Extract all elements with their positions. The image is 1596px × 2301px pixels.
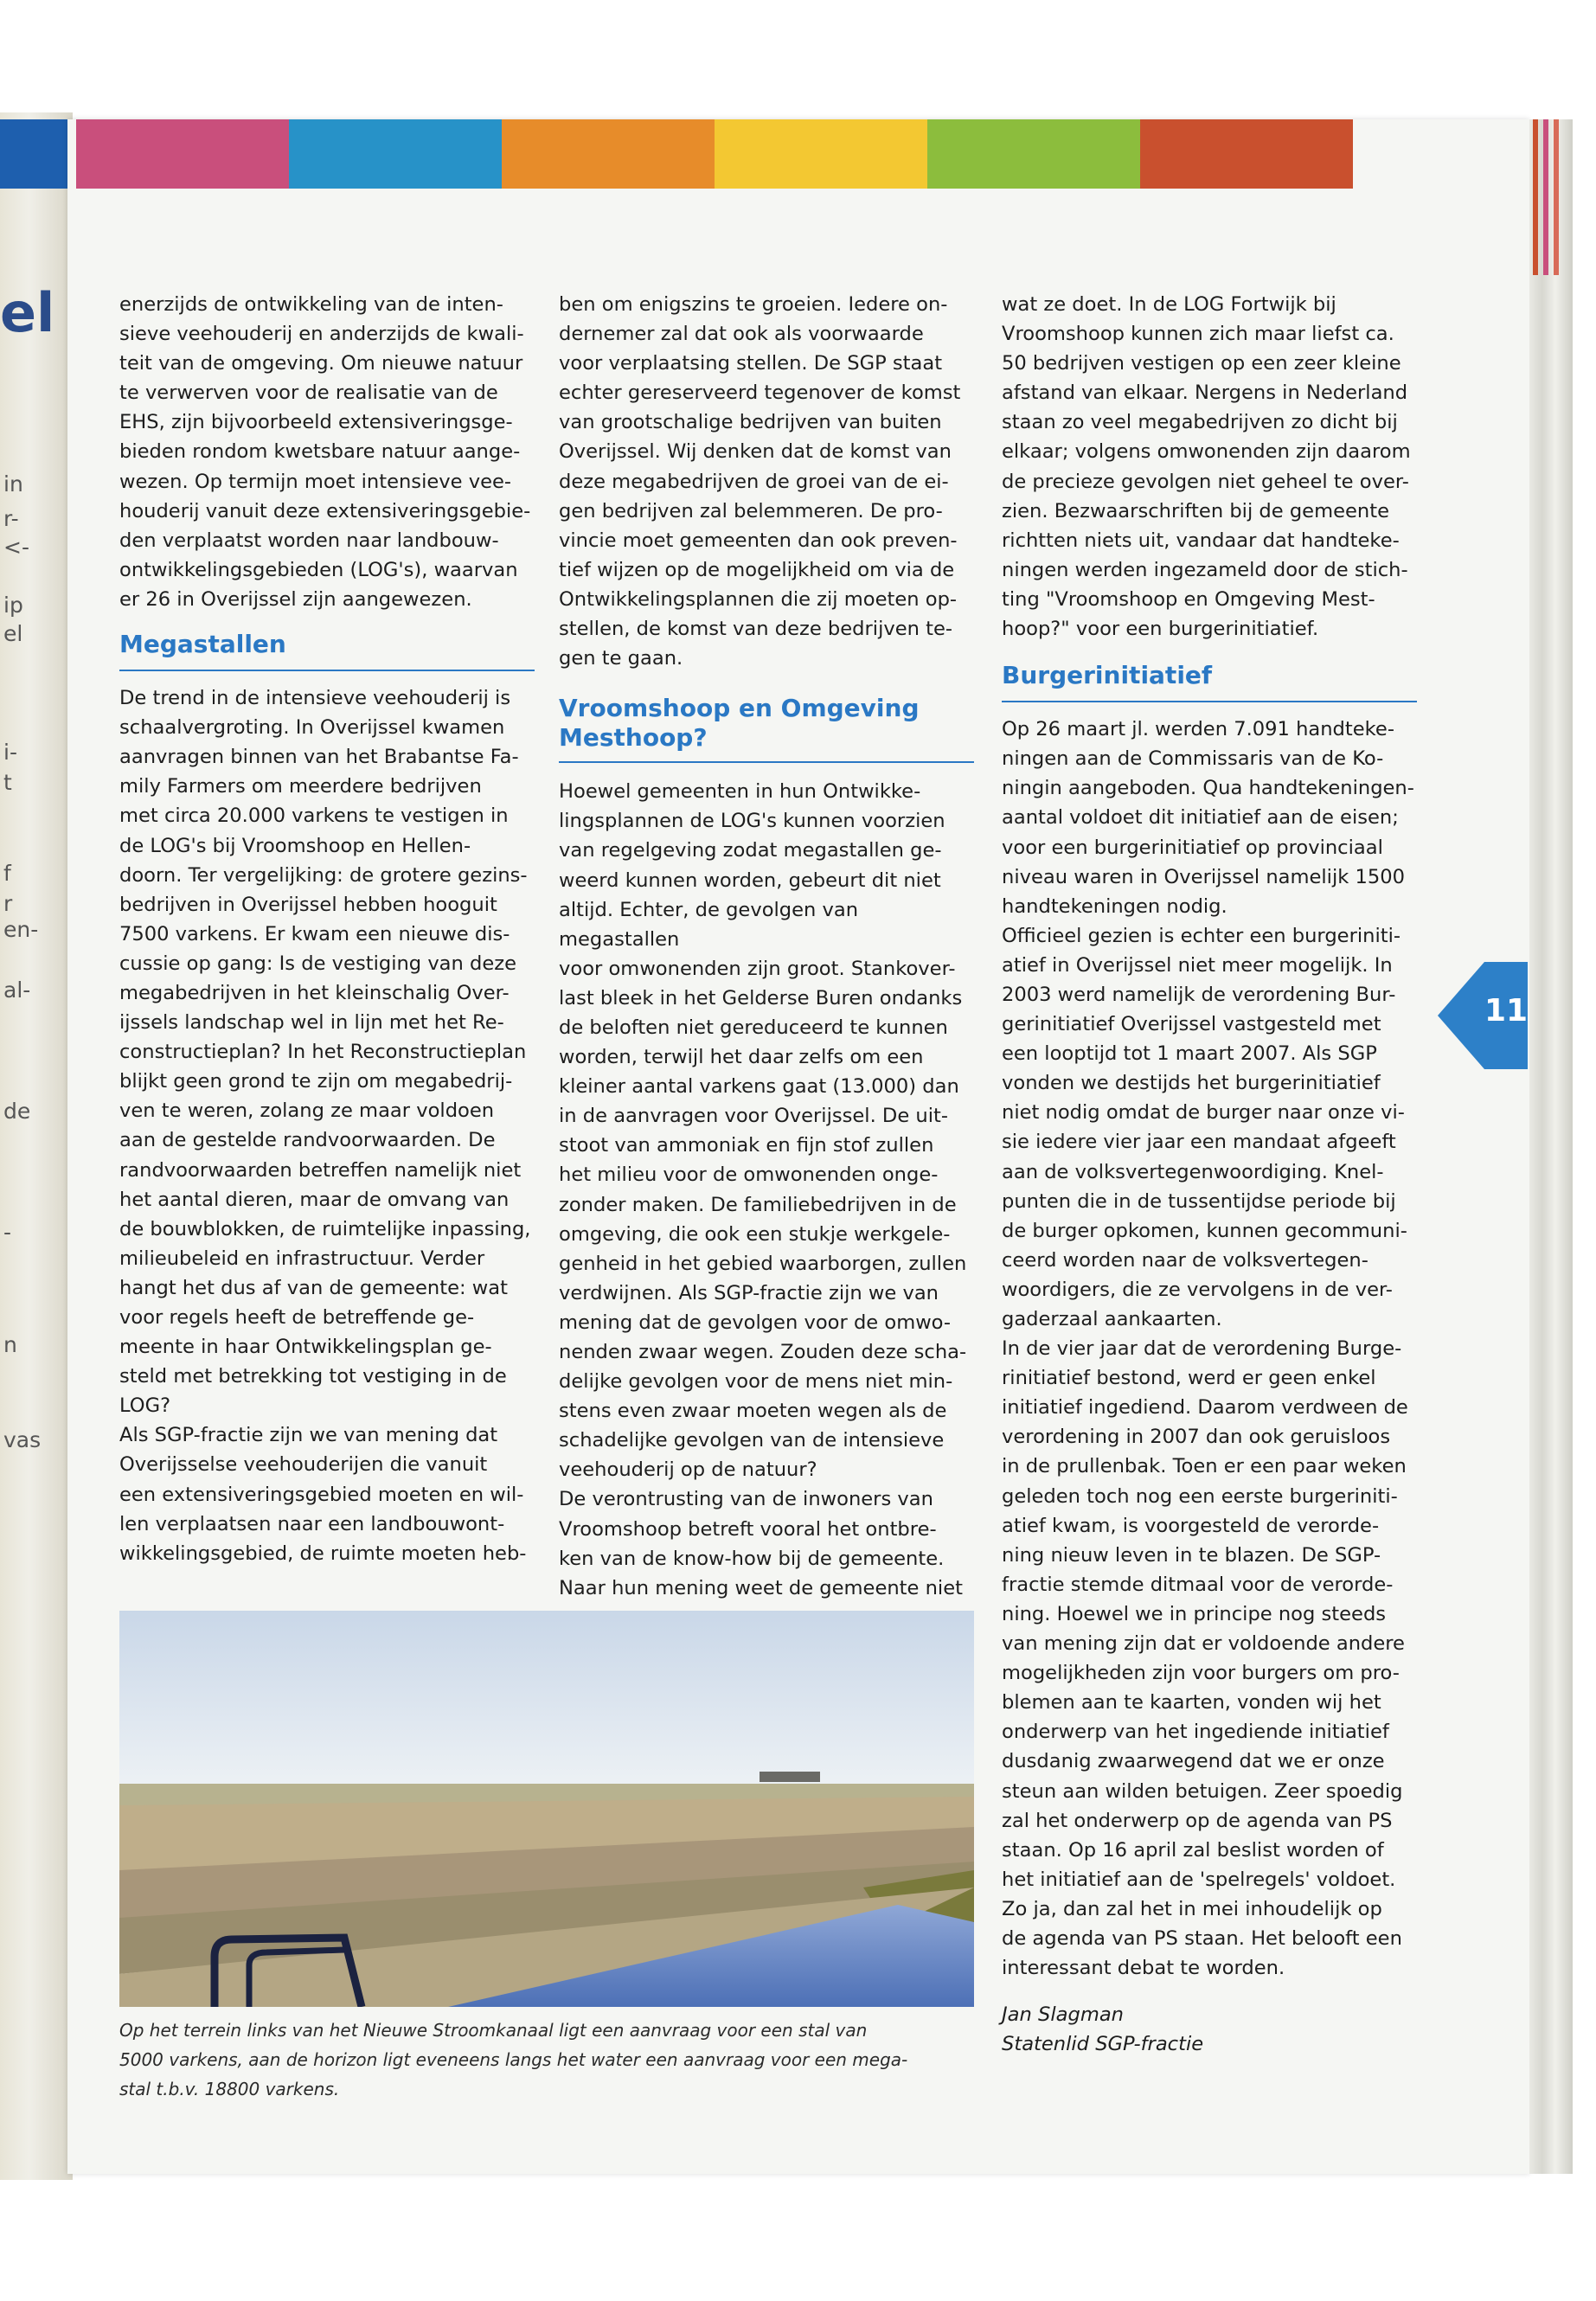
text-line: ontwikkelingsgebieden (LOG's), waarvan <box>119 558 518 581</box>
text-line: elkaar; volgens omwonenden zijn daarom <box>1002 440 1411 464</box>
text-line: Officieel gezien is echter een burgeriniti- <box>1002 924 1401 947</box>
text-line: ning nieuw leven in te blazen. De SGP- <box>1002 1543 1381 1567</box>
text-line: de bouwblokken, de ruimtelijke inpassing, <box>119 1217 531 1240</box>
text-line: schadelijke gevolgen van de intensieve <box>559 1429 945 1452</box>
spine-text-fragment: - <box>3 1220 12 1245</box>
text-line: wat ze doet. In de LOG Fortwijk bij <box>1002 293 1336 316</box>
caption-line: stal t.b.v. 18800 varkens. <box>119 2079 340 2099</box>
text-line: van grootschalige bedrijven van buiten <box>559 411 942 434</box>
page-number-tab <box>1438 962 1528 1069</box>
text-line: te verwerven voor de realisatie van de <box>119 381 498 405</box>
text-line: de LOG's bij Vroomshoop en Hellen- <box>119 834 471 857</box>
text-line: Hoewel gemeenten in hun Ontwikke- <box>559 780 921 804</box>
text-line: voor een burgerinitiatief op provinciaal <box>1002 836 1383 859</box>
text-line: aan de gestelde randvoorwaarden. De <box>119 1129 496 1152</box>
heading-underline <box>559 761 974 763</box>
text-line: het aantal dieren, maar de omvang van <box>119 1188 510 1211</box>
heading-line: Vroomshoop en Omgeving <box>559 694 920 723</box>
text-line: sieve veehouderij en anderzijds de kwali- <box>119 323 524 346</box>
right-intro-text <box>1002 290 1417 644</box>
text-line: Overijssel. Wij denken dat de komst van <box>559 440 952 464</box>
text-line: verdwijnen. Als SGP-fractie zijn we van <box>559 1281 939 1304</box>
text-line: het milieu voor de omwonenden onge- <box>559 1163 939 1187</box>
text-line: omgeving, die ook een stukje werkgele- <box>559 1222 951 1246</box>
text-line: De verontrusting van de inwoners van <box>559 1488 933 1511</box>
text-line: ijssels landschap wel in lijn met het Re- <box>119 1011 504 1035</box>
text-line: gerinitiatief Overijssel vastgesteld met <box>1002 1013 1381 1036</box>
spine-text-fragment: r- <box>3 506 19 531</box>
text-line: interessant debat te worden. <box>1002 1957 1285 1980</box>
text-line: delijke gevolgen voor de mens niet min- <box>559 1370 953 1394</box>
text-line: 7500 varkens. Er kwam een nieuwe dis- <box>119 922 510 945</box>
spine-text-fragment: i- <box>3 740 17 765</box>
text-line: het initiatief aan de 'spelregels' voldoet. <box>1002 1868 1396 1891</box>
text-line: gaderzaal aankaarten. <box>1002 1308 1222 1330</box>
text-line: de agenda van PS staan. Het belooft een <box>1002 1926 1402 1950</box>
photo-caption <box>119 2016 976 2104</box>
text-line: cussie op gang: Is de vestiging van deze <box>119 952 517 975</box>
text-line: blemen aan te kaarten, vonden wij het <box>1002 1691 1381 1715</box>
middle-body-text <box>559 777 974 1603</box>
text-line: Zo ja, dan zal het in mei inhoudelijk op <box>1002 1897 1382 1920</box>
text-line: constructieplan? In het Reconstructieplan <box>119 1041 527 1064</box>
text-line: dernemer zal dat ook als voorwaarde <box>559 323 924 346</box>
text-line: sie iedere vier jaar een mandaat afgeeft <box>1002 1131 1396 1154</box>
text-line: aanvragen binnen van het Brabantse Fa- <box>119 746 519 769</box>
text-line: Als SGP-fractie zijn we van mening dat <box>119 1424 498 1447</box>
text-line: in de aanvragen voor Overijssel. De uit- <box>559 1105 949 1128</box>
column-right <box>1002 290 1417 2059</box>
heading-line: Mesthoop? <box>559 723 708 753</box>
color-band-segment <box>76 119 289 189</box>
text-line: niet nodig omdat de burger naar onze vi- <box>1002 1101 1405 1125</box>
text-line: vonden we destijds het burgerinitiatief <box>1002 1072 1381 1095</box>
heading-vroomshoop <box>559 694 974 753</box>
text-line: niveau waren in Overijssel namelijk 1500 <box>1002 865 1405 888</box>
text-line: van mening zijn dat er voldoende andere <box>1002 1632 1405 1656</box>
text-line: handtekeningen nodig. <box>1002 894 1227 918</box>
text-line: een extensiveringsgebied moeten en wil- <box>119 1483 524 1506</box>
text-line: altijd. Echter, de gevolgen van megastallen <box>559 898 859 951</box>
spine-text-fragment: r <box>3 891 13 916</box>
text-line: stoot van ammoniak en fijn stof zullen <box>559 1134 934 1157</box>
text-line: wikkelingsgebied, de ruimte moeten heb- <box>119 1541 527 1565</box>
text-line: gen bedrijven zal belemmeren. De pro- <box>559 499 943 522</box>
text-line: atief kwam, is voorgesteld de verorde- <box>1002 1514 1380 1537</box>
text-line: lingsplannen de LOG's kunnen voorzien <box>559 810 945 833</box>
spine-text-fragment: ip <box>3 593 23 618</box>
color-band-segment <box>715 119 927 189</box>
middle-intro-text <box>559 290 974 673</box>
text-line: voor omwonenden zijn groot. Stankover- <box>559 957 956 980</box>
text-line: Vroomshoop betreft vooral het ontbre- <box>559 1517 937 1541</box>
heading-burgerinitiatief: Burgerinitiatief <box>1002 661 1213 690</box>
text-line: stens even zwaar moeten wegen als de <box>559 1400 947 1423</box>
text-line: ning. Hoewel we in principe nog steeds <box>1002 1602 1387 1625</box>
spine-text-fragment: de <box>3 1099 31 1124</box>
left-intro-text <box>119 290 535 614</box>
text-line: met circa 20.000 varkens te vestigen in <box>119 804 509 828</box>
text-line: wezen. Op termijn moet intensieve vee- <box>119 470 512 493</box>
text-line: staan zo veel megabedrijven zo dicht bij <box>1002 411 1398 434</box>
author-role: Statenlid SGP-fractie <box>1002 2033 1204 2056</box>
text-line: len verplaatsen naar een landbouwont- <box>119 1512 505 1535</box>
text-line: vincie moet gemeenten dan ook preven- <box>559 529 958 552</box>
text-line: voor regels heeft de betreffende ge- <box>119 1306 475 1329</box>
spine-text-fragment: en- <box>3 917 39 942</box>
text-line: van regelgeving zodat megastallen ge- <box>559 839 942 862</box>
color-band-header <box>76 119 1353 189</box>
text-line: genheid in het gebied waarborgen, zullen <box>559 1252 967 1275</box>
text-line: bedrijven in Overijssel hebben hooguit <box>119 893 497 916</box>
caption-line: 5000 varkens, aan de horizon ligt eveneens langs het water een aanvraag voor een mega- <box>119 2049 908 2070</box>
text-line: ting "Vroomshoop en Omgeving Mest- <box>1002 587 1375 611</box>
author-name: Jan Slagman <box>1002 2003 1124 2027</box>
text-line: echter gereserveerd tegenover de komst <box>559 381 961 405</box>
text-line: in de prullenbak. Toen er een paar weken <box>1002 1455 1407 1478</box>
text-line: weerd kunnen worden, gebeurt dit niet <box>559 868 941 892</box>
text-line: aan de volksvertegenwoordiging. Knel- <box>1002 1160 1384 1183</box>
caption-line: Op het terrein links van het Nieuwe Stroomkanaal ligt een aanvraag voor een stal van <box>119 2020 868 2041</box>
text-line: doorn. Ter vergelijking: de grotere gezins- <box>119 863 528 887</box>
text-line: zien. Bezwaarschriften bij de gemeente <box>1002 499 1389 522</box>
text-line: teit van de omgeving. Om nieuwe natuur <box>119 352 523 375</box>
text-line: steld met betrekking tot vestiging in de <box>119 1365 507 1388</box>
spine-text-fragment: t <box>3 770 12 795</box>
text-line: de burger opkomen, kunnen gecommuni- <box>1002 1219 1407 1242</box>
page-stack-edge <box>1529 119 1573 2174</box>
text-line: zal het onderwerp op de agenda van PS <box>1002 1809 1393 1832</box>
text-line: ningen werden ingezameld door de stich- <box>1002 558 1408 581</box>
left-body-text <box>119 683 535 1568</box>
spine-text-fragment: vas <box>3 1427 42 1452</box>
text-line: meente in haar Ontwikkelingsplan ge- <box>119 1336 492 1359</box>
text-line: geleden toch nog een eerste burgeriniti- <box>1002 1484 1398 1508</box>
text-line: last bleek in het Gelderse Buren ondanks <box>559 986 963 1009</box>
text-line: mogelijkheden zijn voor burgers om pro- <box>1002 1662 1400 1685</box>
text-line: een looptijd tot 1 maart 2007. Als SGP <box>1002 1042 1377 1066</box>
text-line: LOG? <box>119 1394 171 1418</box>
text-line: mening dat de gevolgen voor de omwo- <box>559 1311 952 1334</box>
text-line: nenden zwaar wegen. Zouden deze scha- <box>559 1341 967 1363</box>
heading-megastallen: Megastallen <box>119 630 286 659</box>
text-line: hangt het dus af van de gemeente: wat <box>119 1276 508 1299</box>
text-line: veehouderij op de natuur? <box>559 1458 817 1482</box>
text-line: punten die in de tussentijdse periode bij <box>1002 1189 1396 1213</box>
text-line: aantal voldoet dit initiatief aan de eisen; <box>1002 806 1399 830</box>
text-line: staan. Op 16 april zal beslist worden of <box>1002 1838 1384 1862</box>
text-line: schaalvergroting. In Overijssel kwamen <box>119 716 505 740</box>
text-line: stellen, de komst van deze bedrijven te- <box>559 618 953 641</box>
text-line: enerzijds de ontwikkeling van de inten- <box>119 293 503 316</box>
text-line: fractie stemde ditmaal voor de verorde- <box>1002 1573 1394 1596</box>
text-line: afstand van elkaar. Nergens in Nederland <box>1002 381 1408 405</box>
canal-photo <box>119 1611 974 2007</box>
text-line: ningin aangeboden. Qua handtekeningen- <box>1002 777 1414 800</box>
text-line: blijkt geen grond te zijn om megabedrij- <box>119 1070 513 1093</box>
text-line: deze megabedrijven de groei van de ei- <box>559 470 949 493</box>
color-band-segment <box>289 119 502 189</box>
text-line: 2003 werd namelijk de verordening Bur- <box>1002 983 1396 1006</box>
text-line: verordening in 2007 dan ook geruisloos <box>1002 1426 1391 1449</box>
text-line: initiatief ingediend. Daarom verdween de <box>1002 1396 1408 1420</box>
text-line: In de vier jaar dat de verordening Burge- <box>1002 1337 1402 1361</box>
book-spine <box>0 112 73 2180</box>
text-line: ken van de know-how bij de gemeente. <box>559 1547 945 1570</box>
text-line: tief wijzen op de mogelijkheid om via de <box>559 558 955 581</box>
text-line: kleiner aantal varkens gaat (13.000) dan <box>559 1075 959 1099</box>
text-line: ningen aan de Commissaris van de Ko- <box>1002 747 1384 771</box>
text-line: onderwerp van het ingediende initiatief <box>1002 1721 1389 1744</box>
spine-text-fragment: el <box>3 621 23 646</box>
spine-color-tab <box>0 119 73 189</box>
text-line: dusdanig zwaarwegend dat we er onze <box>1002 1750 1385 1773</box>
spine-text-fragment: al- <box>3 977 31 1003</box>
text-line: megabedrijven in het kleinschalig Over- <box>119 981 510 1004</box>
text-line: randvoorwaarden betreffen namelijk niet <box>119 1158 522 1182</box>
text-line: Op 26 maart jl. werden 7.091 handteke- <box>1002 718 1394 741</box>
text-line: worden, terwijl het daar zelfs om een <box>559 1046 924 1069</box>
text-line: atief in Overijssel niet meer mogelijk. In <box>1002 953 1393 977</box>
spine-text-fragment: f <box>3 861 11 886</box>
text-line: mily Farmers om meerdere bedrijven <box>119 775 482 798</box>
color-band-segment <box>502 119 715 189</box>
text-line: Overijsselse veehouderijen die vanuit <box>119 1453 488 1477</box>
text-line: EHS, zijn bijvoorbeeld extensiveringsge- <box>119 411 513 434</box>
spine-text-fragment: n <box>3 1332 17 1357</box>
text-line: hoop?" voor een burgerinitiatief. <box>1002 618 1319 641</box>
text-line: ceerd worden naar de volksvertegen- <box>1002 1248 1368 1272</box>
right-body-text <box>1002 715 1417 1983</box>
text-line: zonder maken. De familiebedrijven in de <box>559 1193 957 1216</box>
text-line: den verplaatst worden naar landbouw- <box>119 529 499 552</box>
text-line: gen te gaan. <box>559 647 683 670</box>
text-line: Vroomshoop kunnen zich maar liefst ca. <box>1002 323 1394 346</box>
spine-text-fragment: el <box>0 281 55 344</box>
column-middle <box>559 290 974 1603</box>
color-band-segment <box>1140 119 1353 189</box>
text-line: Ontwikkelingsplannen die zij moeten op- <box>559 587 958 611</box>
heading-underline <box>1002 701 1417 702</box>
text-line: De trend in de intensieve veehouderij is <box>119 687 511 710</box>
text-line: richtten niets uit, vandaar dat handteke- <box>1002 529 1400 552</box>
text-line: woordigers, die ze vervolgens in de ver- <box>1002 1278 1393 1301</box>
text-line: er 26 in Overijssel zijn aangewezen. <box>119 587 472 611</box>
page-number: 11 <box>1484 993 1529 1029</box>
text-line: rinitiatief bestond, werd er geen enkel <box>1002 1367 1376 1390</box>
spine-text-fragment: in <box>3 471 23 497</box>
spine-text-fragment: <- <box>3 535 29 560</box>
text-line: steun aan wilden betuigen. Zeer spoedig <box>1002 1779 1403 1803</box>
text-line: voor verplaatsing stellen. De SGP staat <box>559 352 943 375</box>
canal-landscape-image <box>119 1611 974 2007</box>
text-line: bieden rondom kwetsbare natuur aange- <box>119 440 521 464</box>
text-line: de beloften niet gereduceerd te kunnen <box>559 1016 948 1039</box>
text-line: houderij vanuit deze extensiveringsgebie- <box>119 499 531 522</box>
text-line: ben om enigszins te groeien. Iedere on- <box>559 293 948 316</box>
text-line: Naar hun mening weet de gemeente niet <box>559 1576 963 1599</box>
text-line: ven te weren, zolang ze maar voldoen <box>119 1099 495 1123</box>
heading-underline <box>119 670 535 671</box>
color-band-segment <box>927 119 1140 189</box>
column-left <box>119 290 535 1568</box>
text-line: milieubeleid en infrastructuur. Verder <box>119 1247 485 1270</box>
text-line: de precieze gevolgen niet geheel te over- <box>1002 470 1409 493</box>
text-line: 50 bedrijven vestigen op een zeer kleine <box>1002 352 1401 375</box>
